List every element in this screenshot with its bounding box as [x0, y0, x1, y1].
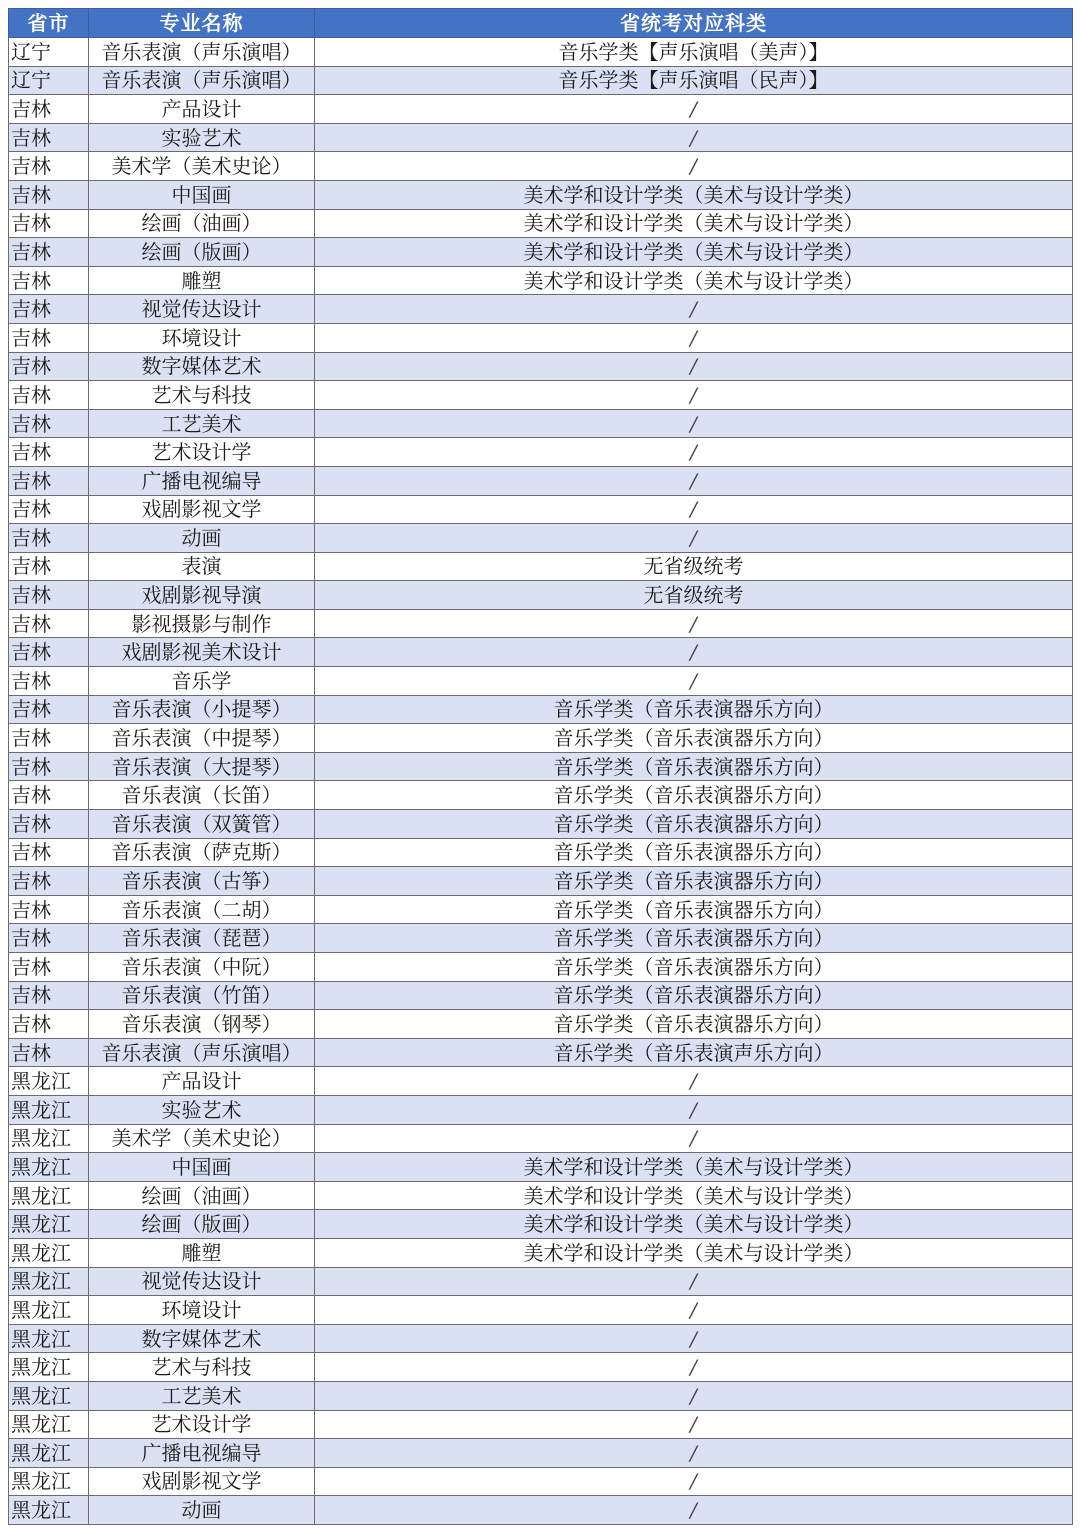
cell-province: 吉林: [9, 781, 89, 810]
cell-province: 黑龙江: [9, 1439, 89, 1468]
cell-category: /: [315, 1496, 1073, 1525]
cell-province: 黑龙江: [9, 1324, 89, 1353]
cell-major: 视觉传达设计: [89, 295, 315, 324]
cell-major: 音乐表演（小提琴）: [89, 695, 315, 724]
cell-province: 黑龙江: [9, 1467, 89, 1496]
header-category: 省统考对应科类: [315, 9, 1073, 38]
cell-category: 音乐学类（音乐表演器乐方向）: [315, 895, 1073, 924]
cell-province: 吉林: [9, 895, 89, 924]
cell-province: 辽宁: [9, 66, 89, 95]
table-row: [9, 695, 1073, 724]
cell-major: 艺术设计学: [89, 438, 315, 467]
cell-major: 环境设计: [89, 1296, 315, 1325]
table-row: [9, 438, 1073, 467]
table-row: [9, 1439, 1073, 1468]
table-row: [9, 1067, 1073, 1096]
cell-province: 吉林: [9, 238, 89, 267]
cell-major: 绘画（油画）: [89, 209, 315, 238]
cell-category: 音乐学类（音乐表演器乐方向）: [315, 810, 1073, 839]
cell-province: 黑龙江: [9, 1210, 89, 1239]
cell-major: 戏剧影视美术设计: [89, 638, 315, 667]
cell-province: 吉林: [9, 695, 89, 724]
cell-major: 数字媒体艺术: [89, 1324, 315, 1353]
header-major: 专业名称: [89, 9, 315, 38]
cell-province: 吉林: [9, 838, 89, 867]
cell-category: /: [315, 409, 1073, 438]
table-row: [9, 752, 1073, 781]
cell-category: /: [315, 352, 1073, 381]
cell-category: 美术学和设计学类（美术与设计学类）: [315, 266, 1073, 295]
table-row: [9, 1038, 1073, 1067]
cell-category: 音乐学类【声乐演唱（民声）】: [315, 66, 1073, 95]
cell-province: 吉林: [9, 1010, 89, 1039]
cell-province: 黑龙江: [9, 1181, 89, 1210]
cell-category: /: [315, 1296, 1073, 1325]
table-row: [9, 180, 1073, 209]
cell-province: 黑龙江: [9, 1410, 89, 1439]
cell-major: 美术学（美术史论）: [89, 152, 315, 181]
cell-category: /: [315, 95, 1073, 124]
table-row: [9, 1467, 1073, 1496]
cell-category: /: [315, 1324, 1073, 1353]
cell-province: 吉林: [9, 381, 89, 410]
cell-province: 黑龙江: [9, 1124, 89, 1153]
cell-province: 黑龙江: [9, 1267, 89, 1296]
cell-province: 黑龙江: [9, 1153, 89, 1182]
cell-category: 美术学和设计学类（美术与设计学类）: [315, 1181, 1073, 1210]
cell-category: 音乐学类（音乐表演器乐方向）: [315, 981, 1073, 1010]
cell-province: 黑龙江: [9, 1095, 89, 1124]
cell-category: /: [315, 466, 1073, 495]
cell-major: 影视摄影与制作: [89, 609, 315, 638]
table-row: [9, 638, 1073, 667]
cell-category: 音乐学类（音乐表演器乐方向）: [315, 838, 1073, 867]
table-row: [9, 1353, 1073, 1382]
cell-category: /: [315, 495, 1073, 524]
cell-category: 音乐学类（音乐表演器乐方向）: [315, 781, 1073, 810]
cell-major: 视觉传达设计: [89, 1267, 315, 1296]
table-row: [9, 953, 1073, 982]
table-row: [9, 609, 1073, 638]
cell-category: 美术学和设计学类（美术与设计学类）: [315, 238, 1073, 267]
table-row: [9, 1010, 1073, 1039]
cell-category: /: [315, 609, 1073, 638]
cell-major: 美术学（美术史论）: [89, 1124, 315, 1153]
cell-major: 产品设计: [89, 95, 315, 124]
cell-major: 动画: [89, 1496, 315, 1525]
cell-category: 音乐学类（音乐表演器乐方向）: [315, 695, 1073, 724]
table-row: [9, 924, 1073, 953]
cell-province: 吉林: [9, 438, 89, 467]
cell-province: 吉林: [9, 867, 89, 896]
cell-major: 艺术与科技: [89, 1353, 315, 1382]
cell-category: 音乐学类（音乐表演声乐方向）: [315, 1038, 1073, 1067]
cell-province: 吉林: [9, 524, 89, 553]
cell-category: 美术学和设计学类（美术与设计学类）: [315, 1238, 1073, 1267]
cell-major: 音乐表演（琵琶）: [89, 924, 315, 953]
cell-category: /: [315, 524, 1073, 553]
cell-province: 吉林: [9, 752, 89, 781]
cell-category: /: [315, 638, 1073, 667]
cell-major: 戏剧影视文学: [89, 1467, 315, 1496]
cell-category: /: [315, 123, 1073, 152]
table-row: [9, 838, 1073, 867]
table-row: [9, 581, 1073, 610]
cell-major: 实验艺术: [89, 1095, 315, 1124]
cell-province: 吉林: [9, 180, 89, 209]
cell-category: /: [315, 1095, 1073, 1124]
cell-major: 音乐学: [89, 667, 315, 696]
cell-province: 吉林: [9, 409, 89, 438]
cell-major: 音乐表演（声乐演唱）: [89, 1038, 315, 1067]
cell-major: 绘画（版画）: [89, 1210, 315, 1239]
cell-category: /: [315, 1381, 1073, 1410]
cell-major: 音乐表演（古筝）: [89, 867, 315, 896]
cell-province: 辽宁: [9, 38, 89, 67]
cell-category: /: [315, 1124, 1073, 1153]
cell-category: /: [315, 667, 1073, 696]
cell-major: 音乐表演（声乐演唱）: [89, 66, 315, 95]
table-row: [9, 295, 1073, 324]
cell-major: 实验艺术: [89, 123, 315, 152]
cell-major: 音乐表演（声乐演唱）: [89, 38, 315, 67]
cell-province: 黑龙江: [9, 1353, 89, 1382]
cell-category: 音乐学类（音乐表演器乐方向）: [315, 953, 1073, 982]
cell-province: 吉林: [9, 981, 89, 1010]
cell-province: 吉林: [9, 495, 89, 524]
cell-category: 无省级统考: [315, 552, 1073, 581]
cell-province: 吉林: [9, 609, 89, 638]
cell-province: 吉林: [9, 123, 89, 152]
cell-major: 中国画: [89, 180, 315, 209]
cell-major: 戏剧影视导演: [89, 581, 315, 610]
table-row: [9, 66, 1073, 95]
cell-province: 吉林: [9, 323, 89, 352]
cell-province: 吉林: [9, 667, 89, 696]
cell-major: 音乐表演（二胡）: [89, 895, 315, 924]
table-row: [9, 495, 1073, 524]
cell-category: /: [315, 1467, 1073, 1496]
cell-province: 吉林: [9, 466, 89, 495]
cell-major: 音乐表演（萨克斯）: [89, 838, 315, 867]
cell-major: 艺术与科技: [89, 381, 315, 410]
cell-category: 音乐学类（音乐表演器乐方向）: [315, 752, 1073, 781]
table-row: [9, 38, 1073, 67]
cell-province: 吉林: [9, 152, 89, 181]
cell-category: /: [315, 381, 1073, 410]
cell-major: 广播电视编导: [89, 1439, 315, 1468]
table-row: [9, 238, 1073, 267]
cell-province: 黑龙江: [9, 1381, 89, 1410]
table-row: [9, 1296, 1073, 1325]
table-row: [9, 409, 1073, 438]
table-header-row: [9, 9, 1073, 38]
cell-category: 美术学和设计学类（美术与设计学类）: [315, 1153, 1073, 1182]
table-row: [9, 352, 1073, 381]
cell-major: 数字媒体艺术: [89, 352, 315, 381]
cell-province: 吉林: [9, 209, 89, 238]
table-row: [9, 981, 1073, 1010]
cell-category: 音乐学类（音乐表演器乐方向）: [315, 924, 1073, 953]
cell-major: 音乐表演（钢琴）: [89, 1010, 315, 1039]
table-row: [9, 266, 1073, 295]
cell-major: 产品设计: [89, 1067, 315, 1096]
table-row: [9, 1496, 1073, 1525]
cell-province: 黑龙江: [9, 1496, 89, 1525]
cell-major: 工艺美术: [89, 1381, 315, 1410]
table-row: [9, 466, 1073, 495]
cell-category: 音乐学类（音乐表演器乐方向）: [315, 1010, 1073, 1039]
cell-category: /: [315, 1439, 1073, 1468]
table-row: [9, 123, 1073, 152]
cell-province: 吉林: [9, 95, 89, 124]
table-row: [9, 1381, 1073, 1410]
cell-major: 音乐表演（双簧管）: [89, 810, 315, 839]
table-row: [9, 323, 1073, 352]
cell-province: 黑龙江: [9, 1067, 89, 1096]
cell-major: 音乐表演（中提琴）: [89, 724, 315, 753]
table-row: [9, 667, 1073, 696]
table-row: [9, 810, 1073, 839]
cell-major: 雕塑: [89, 1238, 315, 1267]
cell-major: 音乐表演（大提琴）: [89, 752, 315, 781]
table-row: [9, 1181, 1073, 1210]
cell-major: 表演: [89, 552, 315, 581]
table-row: [9, 381, 1073, 410]
table-row: [9, 524, 1073, 553]
cell-major: 戏剧影视文学: [89, 495, 315, 524]
cell-major: 工艺美术: [89, 409, 315, 438]
cell-category: /: [315, 1410, 1073, 1439]
table-row: [9, 1124, 1073, 1153]
table-row: [9, 1410, 1073, 1439]
cell-major: 绘画（版画）: [89, 238, 315, 267]
cell-category: /: [315, 1067, 1073, 1096]
table-row: [9, 1324, 1073, 1353]
cell-major: 艺术设计学: [89, 1410, 315, 1439]
cell-province: 吉林: [9, 552, 89, 581]
cell-major: 绘画（油画）: [89, 1181, 315, 1210]
table-row: [9, 895, 1073, 924]
cell-category: /: [315, 295, 1073, 324]
cell-province: 吉林: [9, 1038, 89, 1067]
table-row: [9, 1153, 1073, 1182]
header-province: 省市: [9, 9, 89, 38]
major-category-table: [8, 8, 1073, 1525]
cell-category: 美术学和设计学类（美术与设计学类）: [315, 1210, 1073, 1239]
cell-province: 吉林: [9, 266, 89, 295]
cell-province: 吉林: [9, 724, 89, 753]
cell-province: 吉林: [9, 810, 89, 839]
cell-category: 音乐学类【声乐演唱（美声）】: [315, 38, 1073, 67]
cell-major: 音乐表演（竹笛）: [89, 981, 315, 1010]
cell-category: /: [315, 1353, 1073, 1382]
cell-major: 动画: [89, 524, 315, 553]
cell-major: 雕塑: [89, 266, 315, 295]
table-row: [9, 209, 1073, 238]
table-row: [9, 152, 1073, 181]
cell-province: 黑龙江: [9, 1238, 89, 1267]
table-row: [9, 1095, 1073, 1124]
table-row: [9, 867, 1073, 896]
cell-category: 音乐学类（音乐表演器乐方向）: [315, 867, 1073, 896]
table-row: [9, 1238, 1073, 1267]
cell-category: 美术学和设计学类（美术与设计学类）: [315, 209, 1073, 238]
table-row: [9, 552, 1073, 581]
cell-province: 黑龙江: [9, 1296, 89, 1325]
table-row: [9, 781, 1073, 810]
cell-province: 吉林: [9, 638, 89, 667]
cell-major: 音乐表演（长笛）: [89, 781, 315, 810]
table-body: [9, 38, 1073, 1525]
cell-province: 吉林: [9, 295, 89, 324]
cell-major: 中国画: [89, 1153, 315, 1182]
cell-province: 吉林: [9, 352, 89, 381]
cell-major: 广播电视编导: [89, 466, 315, 495]
cell-category: /: [315, 323, 1073, 352]
cell-province: 吉林: [9, 953, 89, 982]
table-row: [9, 1210, 1073, 1239]
cell-province: 吉林: [9, 581, 89, 610]
cell-province: 吉林: [9, 924, 89, 953]
table-row: [9, 1267, 1073, 1296]
cell-category: 美术学和设计学类（美术与设计学类）: [315, 180, 1073, 209]
cell-category: 音乐学类（音乐表演器乐方向）: [315, 724, 1073, 753]
cell-category: /: [315, 438, 1073, 467]
table-row: [9, 95, 1073, 124]
cell-category: 无省级统考: [315, 581, 1073, 610]
cell-major: 音乐表演（中阮）: [89, 953, 315, 982]
cell-major: 环境设计: [89, 323, 315, 352]
cell-category: /: [315, 1267, 1073, 1296]
table-row: [9, 724, 1073, 753]
cell-category: /: [315, 152, 1073, 181]
